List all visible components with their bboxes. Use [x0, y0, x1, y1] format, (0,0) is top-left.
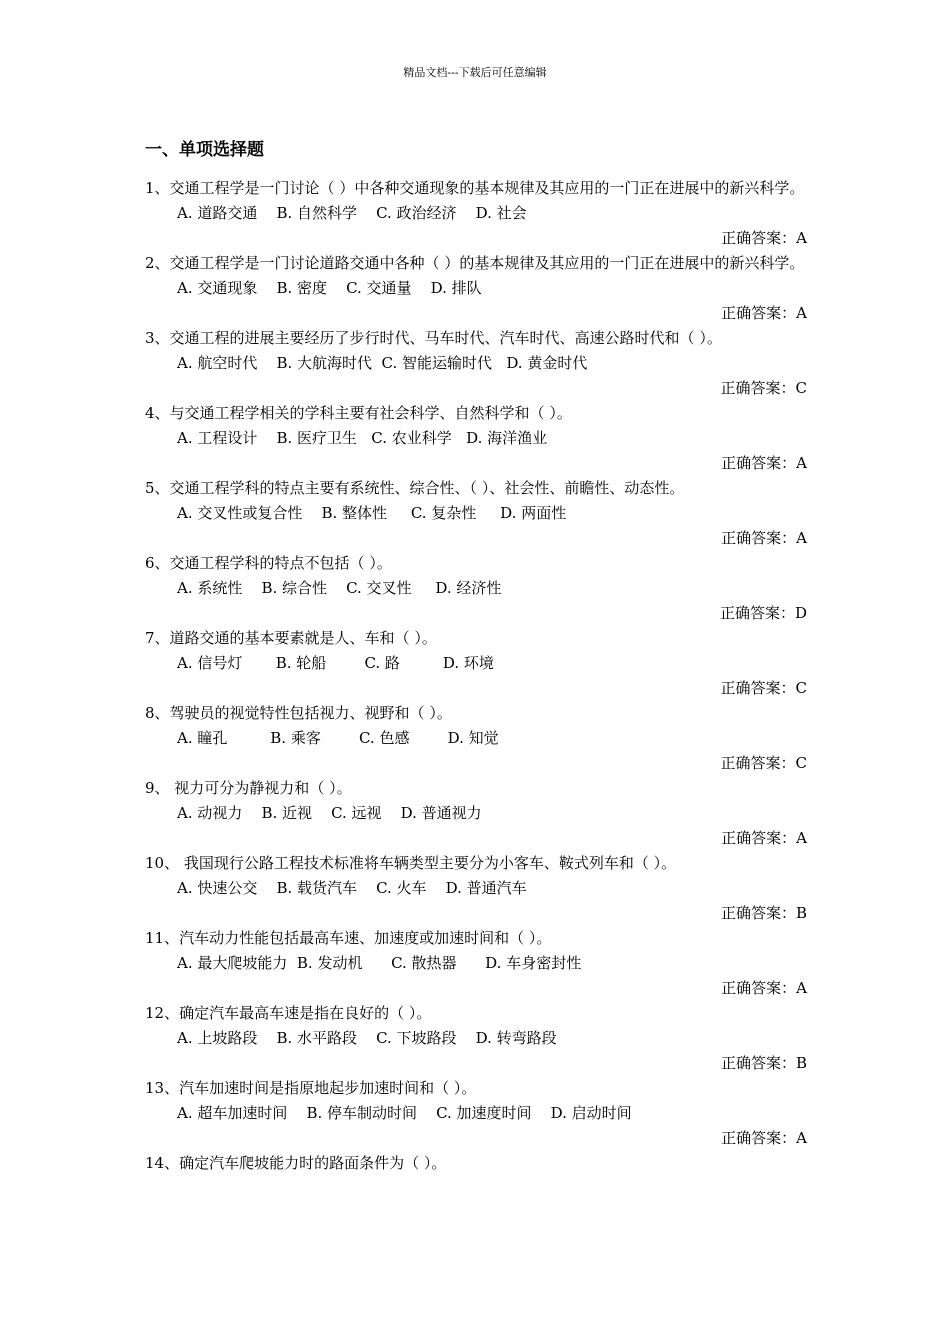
question-item: [145, 776, 807, 851]
question-item: [145, 551, 807, 626]
question-answer: 正确答案：B: [720, 904, 807, 922]
question-item: [145, 326, 807, 401]
question-stem: 7、道路交通的基本要素就是人、车和（ ）。: [145, 629, 437, 647]
question-options: A. 快速公交 B. 载货汽车 C. 火车 D. 普通汽车: [177, 879, 527, 897]
question-answer: 正确答案：A: [721, 229, 807, 247]
question-options: A. 最大爬坡能力 B. 发动机 C. 散热器 D. 车身密封性: [177, 954, 582, 972]
question-options: A. 航空时代 B. 大航海时代 C. 智能运输时代 D. 黄金时代: [177, 354, 588, 372]
question-stem: 2、交通工程学是一门讨论道路交通中各种（ ）的基本规律及其应用的一门正在进展中的新兴科学。: [145, 254, 805, 272]
question-options: A. 上坡路段 B. 水平路段 C. 下坡路段 D. 转弯路段: [177, 1029, 557, 1047]
question-item: [145, 1151, 807, 1176]
question-stem: 5、交通工程学科的特点主要有系统性、综合性、（ ）、社会性、前瞻性、动态性。: [145, 479, 685, 497]
question-answer: 正确答案：A: [721, 1129, 807, 1147]
page-header: 精品文档---下载后可任意编辑: [403, 66, 547, 79]
question-stem: 1、交通工程学是一门讨论（ ）中各种交通现象的基本规律及其应用的一门正在进展中的新兴科学。: [145, 179, 805, 197]
question-item: [145, 476, 807, 551]
question-options: A. 瞳孔 B. 乘客 C. 色感 D. 知觉: [177, 729, 499, 747]
question-item: [145, 926, 807, 1001]
question-stem: 3、交通工程的进展主要经历了步行时代、马车时代、汽车时代、高速公路时代和（ ）。: [145, 329, 722, 347]
question-answer: 正确答案：C: [720, 379, 807, 397]
question-stem: 4、与交通工程学相关的学科主要有社会科学、自然科学和（ ）。: [145, 404, 572, 422]
question-stem: 6、交通工程学科的特点不包括（ ）。: [145, 554, 392, 572]
question-item: [145, 401, 807, 476]
question-answer: 正确答案：C: [720, 754, 807, 772]
question-item: [145, 626, 807, 701]
question-answer: 正确答案：D: [719, 604, 807, 622]
question-item: [145, 176, 807, 251]
section-title: 一、单项选择题: [145, 140, 264, 160]
question-answer: 正确答案：A: [721, 979, 807, 997]
question-answer: 正确答案：A: [721, 454, 807, 472]
question-item: [145, 1001, 807, 1076]
question-item: [145, 1076, 807, 1151]
question-item: [145, 851, 807, 926]
question-stem: 12、确定汽车最高车速是指在良好的（ ）。: [145, 1004, 432, 1022]
question-options: A. 系统性 B. 综合性 C. 交叉性 D. 经济性: [177, 579, 502, 597]
question-item: [145, 701, 807, 776]
question-options: A. 超车加速时间 B. 停车制动时间 C. 加速度时间 D. 启动时间: [177, 1104, 632, 1122]
question-answer: 正确答案：B: [720, 1054, 807, 1072]
question-item: [145, 251, 807, 326]
question-list: [145, 176, 807, 1176]
question-stem: 14、确定汽车爬坡能力时的路面条件为（ ）。: [145, 1154, 447, 1172]
question-stem: 11、汽车动力性能包括最高车速、加速度或加速时间和（ ）。: [145, 929, 552, 947]
question-answer: 正确答案：A: [721, 304, 807, 322]
question-stem: 10、 我国现行公路工程技术标准将车辆类型主要分为小客车、鞍式列车和（ ）。: [145, 854, 677, 872]
question-stem: 9、 视力可分为静视力和（ ）。: [145, 779, 352, 797]
question-stem: 13、汽车加速时间是指原地起步加速时间和（ ）。: [145, 1079, 477, 1097]
question-answer: 正确答案：A: [721, 529, 807, 547]
question-answer: 正确答案：C: [720, 679, 807, 697]
question-options: A. 交叉性或复合性 B. 整体性 C. 复杂性 D. 两面性: [177, 504, 567, 522]
question-answer: 正确答案：A: [721, 829, 807, 847]
question-options: A. 动视力 B. 近视 C. 远视 D. 普通视力: [177, 804, 482, 822]
question-options: A. 交通现象 B. 密度 C. 交通量 D. 排队: [177, 279, 482, 297]
question-options: A. 工程设计 B. 医疗卫生 C. 农业科学 D. 海洋渔业: [177, 429, 548, 447]
question-options: A. 信号灯 B. 轮船 C. 路 D. 环境: [177, 654, 494, 672]
question-options: A. 道路交通 B. 自然科学 C. 政治经济 D. 社会: [177, 204, 527, 222]
question-stem: 8、驾驶员的视觉特性包括视力、视野和（ ）。: [145, 704, 452, 722]
